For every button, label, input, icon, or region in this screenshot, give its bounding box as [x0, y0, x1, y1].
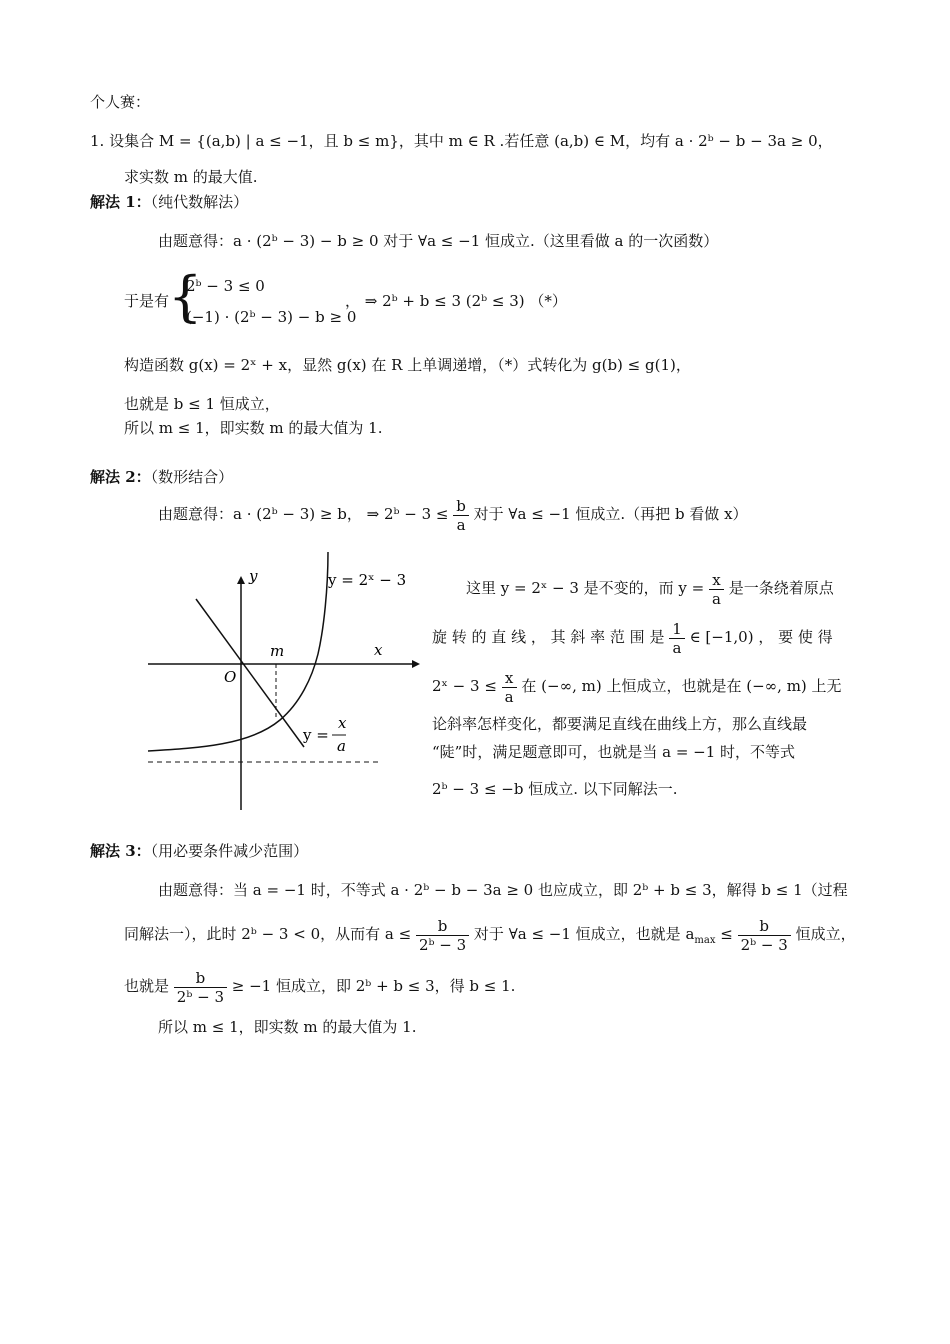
- problem-line-1: 1. 设集合 M = {(a,b) | a ≤ −1，且 b ≤ m}，其中 m ∈ R .若任意 (a,b) ∈ M，均有 a · 2ᵇ − b − 3a ≥ 0，: [90, 132, 833, 150]
- system-condition-2: (−1) · (2ᵇ − 3) − b ≥ 0: [186, 308, 357, 326]
- fraction-b-over-2b-minus-3: [416, 917, 469, 954]
- fraction-1-over-a: [669, 620, 685, 657]
- solution-3-line-1: 由题意得：当 a = −1 时，不等式 a · 2ᵇ − b − 3a ≥ 0 也应成立，即 2ᵇ + b ≤ 3，解得 b ≤ 1（过程: [158, 881, 848, 899]
- line-label-numerator: x: [338, 714, 347, 732]
- para-1-a: 这里 y = 2ˣ − 3 是不变的，而 y =: [466, 579, 705, 597]
- left-brace-icon: {: [168, 265, 203, 328]
- solution-3-line-2: [124, 914, 856, 961]
- para-2-b: ∈ [−1,0) ， 要 使 得: [689, 628, 833, 646]
- y-axis-arrow-icon: [237, 576, 245, 584]
- fraction-b-over-2b-minus-3-2: [738, 917, 791, 954]
- max-subscript: max: [694, 935, 716, 946]
- fraction-b-over-a: [453, 497, 469, 534]
- sol3-line-2-b: 对于 ∀a ≤ −1 恒成立，也就是 a: [473, 925, 695, 943]
- solution-3-subtitle: （用必要条件减少范围）: [150, 842, 309, 860]
- solution-3-heading: [90, 841, 308, 861]
- fraction-denominator: a: [672, 638, 682, 657]
- solution-1-system-result: ， ⇒ 2ᵇ + b ≤ 3 (2ᵇ ≤ 3) （*）: [345, 292, 567, 310]
- solution-2-para-line-1: [466, 568, 834, 608]
- solution-1-line-3: 构造函数 g(x) = 2ˣ + x，显然 g(x) 在 R 上单调递增，（*）式转化为 g(b) ≤ g(1)，: [124, 356, 691, 374]
- solution-2-para-line-6: 2ᵇ − 3 ≤ −b 恒成立. 以下同解法一.: [432, 780, 678, 798]
- sol3-line-2-c: ≤: [720, 925, 733, 943]
- fraction-numerator: b: [738, 917, 791, 936]
- curve-label: y = 2ˣ − 3: [328, 571, 407, 589]
- origin-label: O: [224, 668, 237, 686]
- solution-2-title: 解法 2：: [90, 468, 151, 486]
- fraction-numerator: x: [502, 669, 517, 688]
- fraction-x-over-a: [709, 571, 724, 608]
- fraction-numerator: 1: [669, 620, 685, 639]
- line-y-equals-x-over-a: [196, 599, 304, 747]
- y-axis-label: y: [249, 567, 258, 585]
- fraction-denominator: a: [504, 687, 514, 706]
- header-label: 个人赛：: [90, 93, 151, 111]
- solution-2-heading: [90, 467, 233, 487]
- solution-2-para-line-3: [432, 666, 842, 706]
- solution-1-line-5: 所以 m ≤ 1，即实数 m 的最大值为 1.: [124, 419, 383, 437]
- sol3-line-2-d: 恒成立，: [795, 925, 856, 943]
- fraction-denominator: 2ᵇ − 3: [740, 935, 788, 954]
- para-3-a: 2ˣ − 3 ≤: [432, 677, 497, 695]
- solution-2-para-line-2: [432, 617, 833, 657]
- fraction-numerator: x: [709, 571, 724, 590]
- para-2-a: 旋 转 的 直 线 ， 其 斜 率 范 围 是: [432, 628, 665, 646]
- solution-1-heading: [90, 192, 248, 212]
- solution-2-subtitle: （数形结合）: [150, 468, 234, 486]
- sol3-line-3-b: ≥ −1 恒成立，即 2ᵇ + b ≤ 3，得 b ≤ 1.: [231, 977, 516, 995]
- solution-1-line-1: 由题意得：a · (2ᵇ − 3) − b ≥ 0 对于 ∀a ≤ −1 恒成立.（这里看做 a 的一次函数）: [158, 232, 719, 250]
- fraction-b-over-2b-minus-3-3: [174, 969, 227, 1006]
- solution-2-line-1: [158, 494, 748, 534]
- function-graph: [140, 548, 420, 818]
- line-label-prefix: y =: [303, 726, 329, 744]
- fraction-numerator: b: [453, 497, 469, 516]
- m-label: m: [270, 642, 285, 660]
- fraction-numerator: b: [416, 917, 469, 936]
- fraction-denominator: 2ᵇ − 3: [418, 935, 467, 954]
- curve-y-equals-2x-minus-3: [148, 552, 328, 751]
- solution-1-title: 解法 1：: [90, 193, 151, 211]
- solution-1-system-prefix: 于是有: [124, 292, 170, 310]
- line-label-denominator: a: [337, 737, 346, 755]
- solution-3-line-3: [124, 966, 515, 1006]
- sol3-line-3-a: 也就是: [124, 977, 170, 995]
- fraction-numerator: b: [174, 969, 227, 988]
- solution-2-line-1-a: 由题意得：a · (2ᵇ − 3) ≥ b， ⇒ 2ᵇ − 3 ≤: [158, 505, 449, 523]
- fraction-denominator: 2ᵇ − 3: [176, 987, 224, 1006]
- solution-1-subtitle: （纯代数解法）: [150, 193, 249, 211]
- x-axis-arrow-icon: [412, 660, 420, 668]
- system-condition-1: 2ᵇ − 3 ≤ 0: [186, 277, 265, 295]
- fraction-denominator: a: [712, 589, 721, 608]
- problem-line-2: 求实数 m 的最大值.: [124, 168, 258, 186]
- solution-3-line-4: 所以 m ≤ 1，即实数 m 的最大值为 1.: [158, 1018, 417, 1036]
- solution-2-para-line-5: “陡”时，满足题意即可，也就是当 a = −1 时，不等式: [432, 743, 796, 761]
- sol3-line-2-a: 同解法一），此时 2ᵇ − 3 < 0，从而有 a ≤: [124, 925, 412, 943]
- fraction-x-over-a-2: [502, 669, 517, 706]
- solution-2-para-line-4: 论斜率怎样变化，都要满足直线在曲线上方，那么直线最: [432, 715, 808, 733]
- solution-2-line-1-b: 对于 ∀a ≤ −1 恒成立.（再把 b 看做 x）: [473, 505, 748, 523]
- x-axis-label: x: [374, 641, 383, 659]
- solution-1-line-4: 也就是 b ≤ 1 恒成立，: [124, 395, 280, 413]
- para-3-b: 在 (−∞, m) 上恒成立，也就是在 (−∞, m) 上无: [521, 677, 842, 695]
- para-1-b: 是一条绕着原点: [728, 579, 834, 597]
- solution-3-title: 解法 3：: [90, 842, 151, 860]
- fraction-denominator: a: [456, 515, 466, 534]
